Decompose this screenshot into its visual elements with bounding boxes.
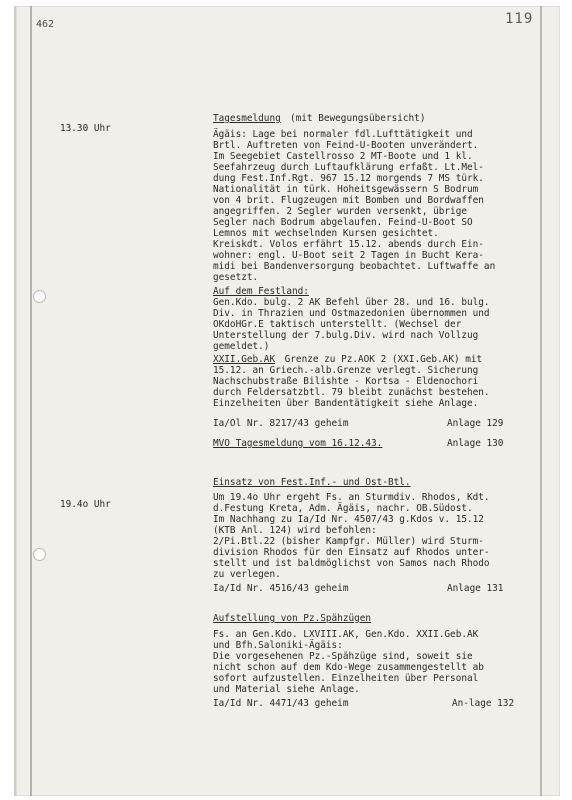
punch-hole-top [33, 290, 46, 303]
text-line: Lemnos mit wechselnden Kursen gesichtet. [213, 228, 439, 239]
text-line: Unterstellung der 7.bulg.Div. wird nach Vollzug [213, 330, 479, 341]
text-line: Brtl. Auftreten von Feind-U-Booten unverändert. [213, 140, 479, 151]
text-line: von 4 brit. Flugzeugen mit Bomben und Bordwaffen [213, 195, 484, 206]
text-line: Segler nach Bodrum abgelaufen. Feind-U-Boot SO [213, 217, 473, 228]
text-line: nicht schon auf dem Kdo-Wege zusammengestellt ab [213, 662, 484, 673]
text-line: Im Nachhang zu Ia/Id Nr. 4507/43 g.Kdos v. 15.12 [213, 514, 484, 525]
text-line: division Rhodos für den Einsatz auf Rhodos unter- [213, 547, 490, 558]
text-line: midi bei Bandenversorgung beobachtet. Luftwaffe an [213, 261, 496, 272]
entry-time-1: 13.30 Uhr [60, 123, 111, 134]
text-line: stellt und ist baldmöglichst von Samos nach Rhodo [213, 558, 490, 569]
text-line: Um 19.4o Uhr ergeht Fs. an Sturmdiv. Rhodos, Kdt. [213, 492, 490, 503]
subheading-mvo: MVO Tagesmeldung vom 16.12.43. [213, 438, 383, 449]
text-line: angegriffen. 2 Segler wurden versenkt, übrige [213, 206, 467, 217]
text-line: Im Seegebiet Castellrosso 2 MT-Boote und 1 kl. [213, 151, 473, 162]
text-line: Grenze zu Pz.AOK 2 (XXI.Geb.AK) mit [279, 354, 483, 365]
text-line: dung Fest.Inf.Rgt. 967 15.12 morgends 7 MS türk. [213, 173, 484, 184]
text-line: und Material siehe Anlage. [213, 684, 360, 695]
text-line: Ägäis: Lage bei normaler fdl.Lufttätigkeit und [213, 129, 473, 140]
entry-time-2: 19.4o Uhr [60, 499, 111, 510]
attachment-label: Anlage 131 [447, 583, 504, 594]
section-heading-aufstellung: Aufstellung von Pz.Spähzügen [213, 613, 372, 624]
reference-number: Ia/Id Nr. 4471/43 geheim [213, 698, 349, 709]
subheading-xxii-geb-ak: XXII.Geb.AK [213, 354, 276, 365]
text-line: Fs. an Gen.Kdo. LXVIII.AK, Gen.Kdo. XXII.Geb.AK [213, 629, 479, 640]
reference-number: Ia/Id Nr. 4516/43 geheim [213, 583, 349, 594]
subheading-festland: Auf dem Festland: [213, 286, 309, 297]
text-line: Die vorgesehenen Pz.-Spähzüge sind, soweit sie [213, 651, 473, 662]
text-line: 15.12. an Griech.-alb.Grenze verlegt. Sicherung [213, 365, 479, 376]
text-line: (KTB Anl. 124) wird befohlen: [213, 525, 377, 536]
text-line: durch Feldersatzbtl. 79 bleibt zunächst bestehen. [213, 387, 490, 398]
text-line: Kreiskdt. Volos erfährt 15.12. abends durch Ein- [213, 239, 484, 250]
text-line: zu verlegen. [213, 569, 281, 580]
punch-hole-bottom [33, 548, 46, 561]
text-line: Gen.Kdo. bulg. 2 AK Befehl über 28. und 16. bulg. [213, 297, 490, 308]
section-heading-einsatz: Einsatz von Fest.Inf.- und Ost-Btl. [213, 477, 411, 488]
text-line: OKdoHGr.E taktisch unterstellt. (Wechsel der [213, 319, 462, 330]
text-line: sofort aufzustellen. Einzelheiten über Personal [213, 673, 479, 684]
text-line: und Bfh.Saloniki-Ägäis: [213, 640, 343, 651]
text-line: wohner: engl. U-Boot seit 2 Tagen in Bucht Kera- [213, 250, 484, 261]
text-line: Einzelheiten über Bandentätigkeit siehe Anlage. [213, 398, 479, 409]
page-number-left: 462 [36, 19, 55, 30]
attachment-label: Anlage 129 [447, 418, 504, 429]
section-heading-tagesmeldung: Tagesmeldung [213, 113, 281, 124]
binding-fold-line [30, 6, 32, 796]
text-line: gemeldet.) [213, 341, 270, 352]
page-number-right: 119 [505, 11, 534, 27]
attachment-label: An-lage 132 [452, 698, 515, 709]
reference-number: Ia/Ol Nr. 8217/43 geheim [213, 418, 349, 429]
page-edge-shadow [540, 6, 542, 796]
text-line: Div. in Thrazien und Ostmazedonien übernommen und [213, 308, 490, 319]
text-line: Seefahrzeug durch Luftaufklärung erfaßt. Lt.Mel- [213, 162, 484, 173]
text-line: 2/Pi.Btl.22 (bisher Kampfgr. Müller) wird Sturm- [213, 536, 484, 547]
attachment-label: Anlage 130 [447, 438, 504, 449]
text-line: d.Festung Kreta, Adm. Ägäis, nachr. OB.Südost. [213, 503, 473, 514]
heading-note: (mit Bewegungsübersicht) [290, 113, 426, 124]
text-line: Nachschubstraße Bilishte - Kortsa - Eldenochori [213, 376, 479, 387]
text-line: gesetzt. [213, 272, 259, 283]
text-line: Nationalität in türk. Hoheitsgewässern S Bodrum [213, 184, 479, 195]
